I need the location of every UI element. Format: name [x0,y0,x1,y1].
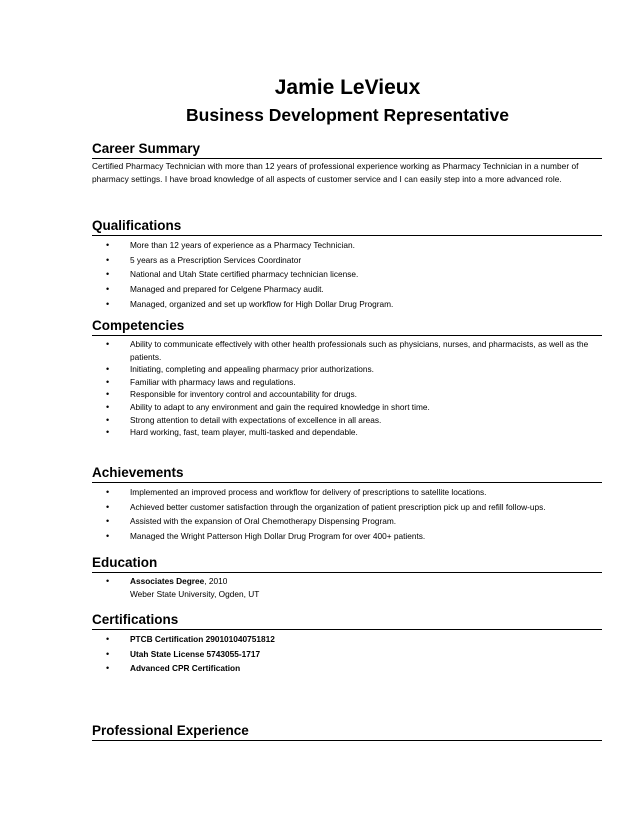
list-item-text: Managed and prepared for Celgene Pharmacy audit. [130,284,324,295]
list-item [92,485,602,500]
degree-year: , 2010 [204,576,228,586]
bullet-icon: • [106,269,110,280]
school-name: Weber State University, Ogden, UT [130,588,260,599]
list-item [92,253,602,268]
bullet-icon: • [106,576,110,586]
education-section [92,555,602,600]
competencies-section [92,318,602,439]
career-summary-heading: Career Summary [92,141,602,159]
list-item-text: Responsible for inventory control and accountability for drugs. [130,389,357,400]
list-item [92,414,602,427]
list-item [92,632,602,647]
professional-experience-heading: Professional Experience [92,723,602,741]
bullet-icon: • [106,648,110,659]
bullet-icon: • [106,298,110,309]
professional-experience-section [92,723,602,741]
list-item [92,529,602,544]
bullet-icon: • [106,364,110,375]
list-item [92,514,602,529]
list-item-text: Ability to adapt to any environment and gain the required knowledge in short time. [130,401,430,412]
bullet-icon: • [106,401,110,412]
list-item-text: Familiar with pharmacy laws and regulations. [130,376,296,387]
certifications-section [92,612,602,676]
list-item [92,426,602,439]
achievements-list [92,485,602,544]
competencies-heading: Competencies [92,318,602,336]
career-summary-section [92,141,602,185]
list-item [92,500,602,515]
list-item-text: Managed the Wright Patterson High Dollar Drug Program for over 400+ patients. [130,531,426,542]
list-item [92,388,602,401]
achievements-section [92,465,602,544]
candidate-title: Business Development Representative [186,105,509,125]
bullet-icon: • [106,240,110,250]
list-item-text: National and Utah State certified pharmacy technician license. [130,269,359,280]
list-item-text: 5 years as a Prescription Services Coordinator [130,254,302,265]
list-item [92,363,602,376]
bullet-icon: • [106,487,110,497]
bullet-icon: • [106,414,110,425]
bullet-icon: • [106,427,110,438]
list-item [92,238,602,253]
list-item [92,267,602,282]
list-item-text: Utah State License 5743055-1717 [130,648,261,659]
education-list [92,575,602,600]
list-item-text: Advanced CPR Certification [130,663,241,674]
candidate-name: Jamie LeVieux [274,76,421,99]
list-item-text: Managed, organized and set up workflow for High Dollar Drug Program. [130,298,394,309]
qualifications-section [92,218,602,312]
bullet-icon: • [106,389,110,400]
competencies-list [92,338,602,439]
list-item-text: Strong attention to detail with expectations of excellence in all areas. [130,414,382,425]
qualifications-heading: Qualifications [92,218,602,236]
list-item [92,647,602,662]
list-item [92,661,602,676]
bullet-icon: • [106,531,110,542]
list-item-text: PTCB Certification 290101040751812 [130,634,275,644]
list-item [92,575,602,600]
list-item-text: Initiating, completing and appealing pharmacy prior authorizations. [130,364,374,375]
bullet-icon: • [106,516,110,527]
bullet-icon: • [106,254,110,265]
certifications-list [92,632,602,676]
qualifications-list [92,238,602,312]
list-item-text: Assisted with the expansion of Oral Chemotherapy Dispensing Program. [130,516,397,527]
achievements-heading: Achievements [92,465,602,483]
bullet-icon: • [106,663,110,674]
list-item-text: Hard working, fast, team player, multi-tasked and dependable. [130,427,358,438]
certifications-heading: Certifications [92,612,602,630]
education-heading: Education [92,555,602,573]
bullet-icon: • [106,634,110,644]
bullet-icon: • [106,501,110,512]
list-item [92,376,602,389]
career-summary-text: Certified Pharmacy Technician with more than 12 years of professional experience working as Pharmacy Technician in a number of pharmacy settings. I have broad knowledge of all aspects of customer service and I can easily step into a more advanced role. [92,161,579,184]
bullet-icon: • [106,339,110,349]
list-item-text: Implemented an improved process and workflow for delivery of prescriptions to satellite locations. [130,487,487,497]
list-item [92,282,602,297]
bullet-icon: • [106,376,110,387]
list-item-text: More than 12 years of experience as a Pharmacy Technician. [130,240,355,250]
bullet-icon: • [106,284,110,295]
list-item-text: Ability to communicate effectively with other health professionals such as physicians, nurses, and pharmacists, as well as the patients. [130,339,589,362]
list-item [92,338,602,363]
degree-name: Associates Degree [130,576,205,586]
list-item [92,401,602,414]
list-item-text: Achieved better customer satisfaction through the organization of patient prescription pick up and refill follow-ups. [130,501,546,512]
list-item [92,297,602,312]
